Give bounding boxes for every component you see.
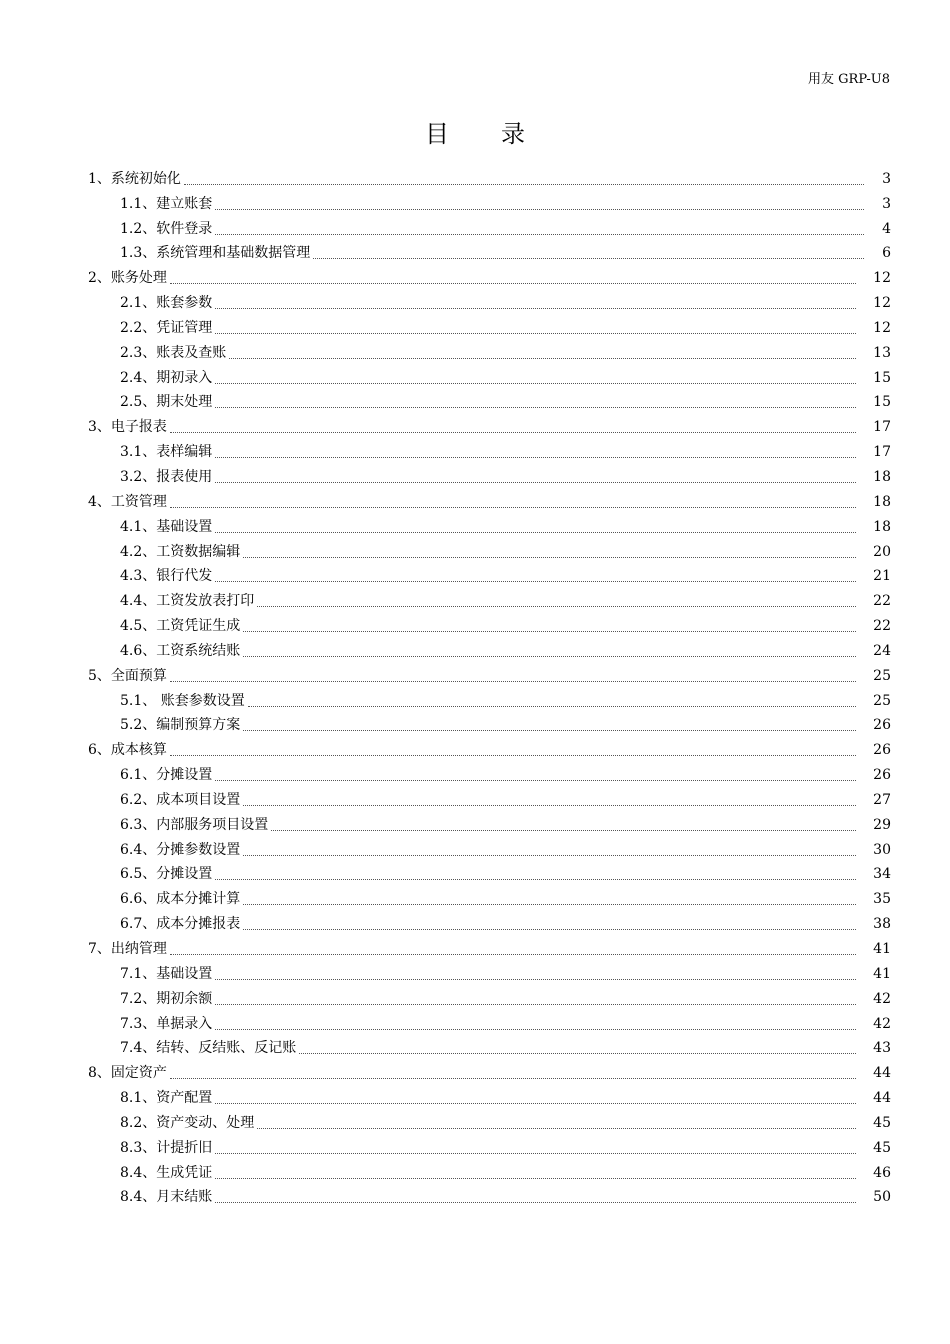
toc-page-number: 18 [873,493,891,510]
toc-entry-label: 6.3、内部服务项目设置 [120,816,269,833]
toc-entry-label: 8.1、资产配置 [120,1090,213,1107]
toc-page-number: 17 [873,419,891,436]
toc-entry-label: 7.3、单据录入 [120,1015,213,1032]
toc-dot-leader [215,532,856,533]
toc-dot-leader [170,681,856,682]
toc-section-entry[interactable] [88,1160,891,1185]
toc-page-number: 30 [873,841,891,858]
toc-section-entry[interactable] [88,886,891,911]
toc-section-entry[interactable] [88,638,891,663]
toc-page-number: 21 [873,568,891,585]
toc-dot-leader [299,1053,856,1054]
toc-section-entry[interactable] [88,241,891,266]
toc-entry-label: 3、电子报表 [88,419,167,436]
toc-page-number: 38 [873,916,891,933]
toc-entry-label: 8、固定资产 [88,1065,167,1082]
toc-page-number: 45 [873,1139,891,1156]
toc-dot-leader [271,830,856,831]
toc-dot-leader [215,1029,856,1030]
toc-entry-label: 1.3、系统管理和基础数据管理 [120,245,311,262]
toc-chapter-entry[interactable] [88,414,891,439]
toc-entry-label: 1.2、软件登录 [120,220,213,237]
toc-entry-label: 4.2、工资数据编辑 [120,543,241,560]
toc-dot-leader [243,805,856,806]
toc-entry-label: 7.4、结转、反结账、反记账 [120,1040,297,1057]
toc-page-number: 46 [873,1164,891,1181]
toc-section-entry[interactable] [88,762,891,787]
toc-page-number: 17 [873,444,891,461]
toc-section-entry[interactable] [88,1185,891,1210]
toc-section-entry[interactable] [88,588,891,613]
toc-section-entry[interactable] [88,191,891,216]
toc-entry-label: 3.2、报表使用 [120,468,213,485]
toc-entry-label: 6.6、成本分摊计算 [120,891,241,908]
toc-dot-leader [229,358,856,359]
toc-dot-leader [243,656,856,657]
toc-entry-label: 6.1、分摊设置 [120,767,213,784]
toc-dot-leader [215,383,856,384]
toc-section-entry[interactable] [88,613,891,638]
toc-dot-leader [243,855,856,856]
toc-page-number: 12 [873,319,891,336]
toc-section-entry[interactable] [88,340,891,365]
toc-page-number: 43 [873,1040,891,1057]
toc-page-number: 12 [873,270,891,287]
toc-entry-label: 6.2、成本项目设置 [120,791,241,808]
toc-page-number: 25 [873,667,891,684]
toc-entry-label: 5.1、 账套参数设置 [120,692,245,709]
toc-section-entry[interactable] [88,787,891,812]
toc-chapter-entry[interactable] [88,663,891,688]
table-of-contents [88,166,891,1209]
toc-section-entry[interactable] [88,464,891,489]
toc-page-number: 22 [873,618,891,635]
toc-dot-leader [243,904,856,905]
toc-dot-leader [170,755,856,756]
toc-entry-label: 6.4、分摊参数设置 [120,841,241,858]
toc-entry-label: 5.2、编制预算方案 [120,717,241,734]
toc-page-number: 3 [882,195,891,212]
toc-entry-label: 2.3、账表及查账 [120,344,227,361]
toc-section-entry[interactable] [88,365,891,390]
toc-entry-label: 8.4、月末结账 [120,1189,213,1206]
toc-entry-label: 4.1、基础设置 [120,518,213,535]
toc-entry-label: 2、账务处理 [88,270,167,287]
toc-page-number: 25 [873,692,891,709]
page-title [0,117,950,151]
toc-dot-leader [215,234,864,235]
toc-dot-leader [243,557,856,558]
toc-dot-leader [215,333,856,334]
toc-page-number: 13 [873,344,891,361]
toc-page-number: 35 [873,891,891,908]
toc-chapter-entry[interactable] [88,1060,891,1085]
toc-entry-label: 1、系统初始化 [88,170,181,187]
toc-section-entry[interactable] [88,439,891,464]
toc-dot-leader [170,1078,856,1079]
toc-section-entry[interactable] [88,911,891,936]
toc-page-number: 42 [873,1015,891,1032]
toc-dot-leader [215,979,856,980]
toc-entry-label: 4.6、工资系统结账 [120,642,241,659]
toc-page-number: 15 [873,394,891,411]
toc-page-number: 20 [873,543,891,560]
toc-dot-leader [243,929,856,930]
toc-entry-label: 5、全面预算 [88,667,167,684]
toc-page-number: 41 [873,965,891,982]
toc-entry-label: 4.4、工资发放表打印 [120,593,255,610]
toc-entry-label: 4.5、工资凭证生成 [120,618,241,635]
toc-section-entry[interactable] [88,961,891,986]
toc-entry-label: 6、成本核算 [88,742,167,759]
toc-entry-label: 7.1、基础设置 [120,965,213,982]
toc-section-entry[interactable] [88,862,891,887]
toc-dot-leader [170,283,856,284]
toc-chapter-entry[interactable] [88,936,891,961]
toc-entry-label: 6.5、分摊设置 [120,866,213,883]
toc-page-number: 15 [873,369,891,386]
toc-page-number: 44 [873,1090,891,1107]
toc-section-entry[interactable] [88,290,891,315]
toc-page-number: 42 [873,990,891,1007]
toc-page-number: 34 [873,866,891,883]
toc-entry-label: 4.3、银行代发 [120,568,213,585]
toc-page-number: 29 [873,816,891,833]
toc-page-number: 22 [873,593,891,610]
toc-chapter-entry[interactable] [88,489,891,514]
toc-section-entry[interactable] [88,1011,891,1036]
toc-page-number: 6 [882,245,891,262]
toc-page-number: 50 [873,1189,891,1206]
toc-page-number: 12 [873,295,891,312]
toc-dot-leader [215,482,856,483]
toc-section-entry[interactable] [88,216,891,241]
toc-dot-leader [184,184,864,185]
toc-dot-leader [215,780,856,781]
toc-entry-label: 8.3、计提折旧 [120,1139,213,1156]
toc-dot-leader [257,1128,856,1129]
toc-dot-leader [215,1103,856,1104]
toc-section-entry[interactable] [88,390,891,415]
toc-section-entry[interactable] [88,1085,891,1110]
toc-entry-label: 2.2、凭证管理 [120,319,213,336]
toc-page-number: 27 [873,791,891,808]
toc-entry-label: 4、工资管理 [88,493,167,510]
toc-page-number: 26 [873,767,891,784]
toc-dot-leader [257,606,856,607]
toc-section-entry[interactable] [88,564,891,589]
toc-page-number: 24 [873,642,891,659]
toc-entry-label: 3.1、表样编辑 [120,444,213,461]
toc-dot-leader [215,209,864,210]
toc-entry-label: 2.5、期末处理 [120,394,213,411]
page-header-brand: 用友 GRP-U8 [808,72,890,87]
toc-chapter-entry[interactable] [88,737,891,762]
toc-dot-leader [215,1202,856,1203]
toc-page-number: 4 [882,220,891,237]
toc-entry-label: 2.4、期初录入 [120,369,213,386]
toc-dot-leader [215,581,856,582]
toc-dot-leader [215,407,856,408]
toc-section-entry[interactable] [88,837,891,862]
toc-chapter-entry[interactable] [88,265,891,290]
toc-section-entry[interactable] [88,539,891,564]
toc-dot-leader [170,507,856,508]
toc-entry-label: 7.2、期初余额 [120,990,213,1007]
title-char-1: 目 [425,120,449,148]
toc-dot-leader [215,308,856,309]
toc-section-entry[interactable] [88,812,891,837]
toc-section-entry[interactable] [88,688,891,713]
toc-entry-label: 2.1、账套参数 [120,295,213,312]
toc-page-number: 41 [873,941,891,957]
toc-dot-leader [243,730,856,731]
toc-page-number: 3 [882,170,891,187]
toc-entry-label: 1.1、建立账套 [120,195,213,212]
toc-page-number: 18 [873,468,891,485]
toc-section-entry[interactable] [88,986,891,1011]
toc-page-number: 18 [873,518,891,535]
toc-page-number: 45 [873,1114,891,1131]
toc-dot-leader [170,954,856,955]
toc-entry-label: 8.4、生成凭证 [120,1164,213,1181]
toc-dot-leader [215,457,856,458]
toc-section-entry[interactable] [88,315,891,340]
toc-chapter-entry[interactable] [88,166,891,191]
toc-entry-label: 6.7、成本分摊报表 [120,916,241,933]
toc-page-number: 26 [873,717,891,734]
toc-page-number: 26 [873,742,891,759]
toc-page-number: 44 [873,1065,891,1082]
toc-dot-leader [170,432,856,433]
toc-section-entry[interactable] [88,1036,891,1061]
toc-section-entry[interactable] [88,1135,891,1160]
toc-dot-leader [215,1178,856,1179]
toc-dot-leader [313,258,864,259]
toc-dot-leader [243,631,856,632]
toc-section-entry[interactable] [88,713,891,738]
toc-entry-label: 8.2、资产变动、处理 [120,1114,255,1131]
toc-dot-leader [215,1004,856,1005]
title-char-2: 录 [501,120,525,148]
toc-section-entry[interactable] [88,514,891,539]
toc-entry-label: 7、出纳管理 [88,941,167,957]
toc-dot-leader [248,706,856,707]
toc-dot-leader [215,879,856,880]
toc-section-entry[interactable] [88,1110,891,1135]
toc-dot-leader [215,1153,856,1154]
